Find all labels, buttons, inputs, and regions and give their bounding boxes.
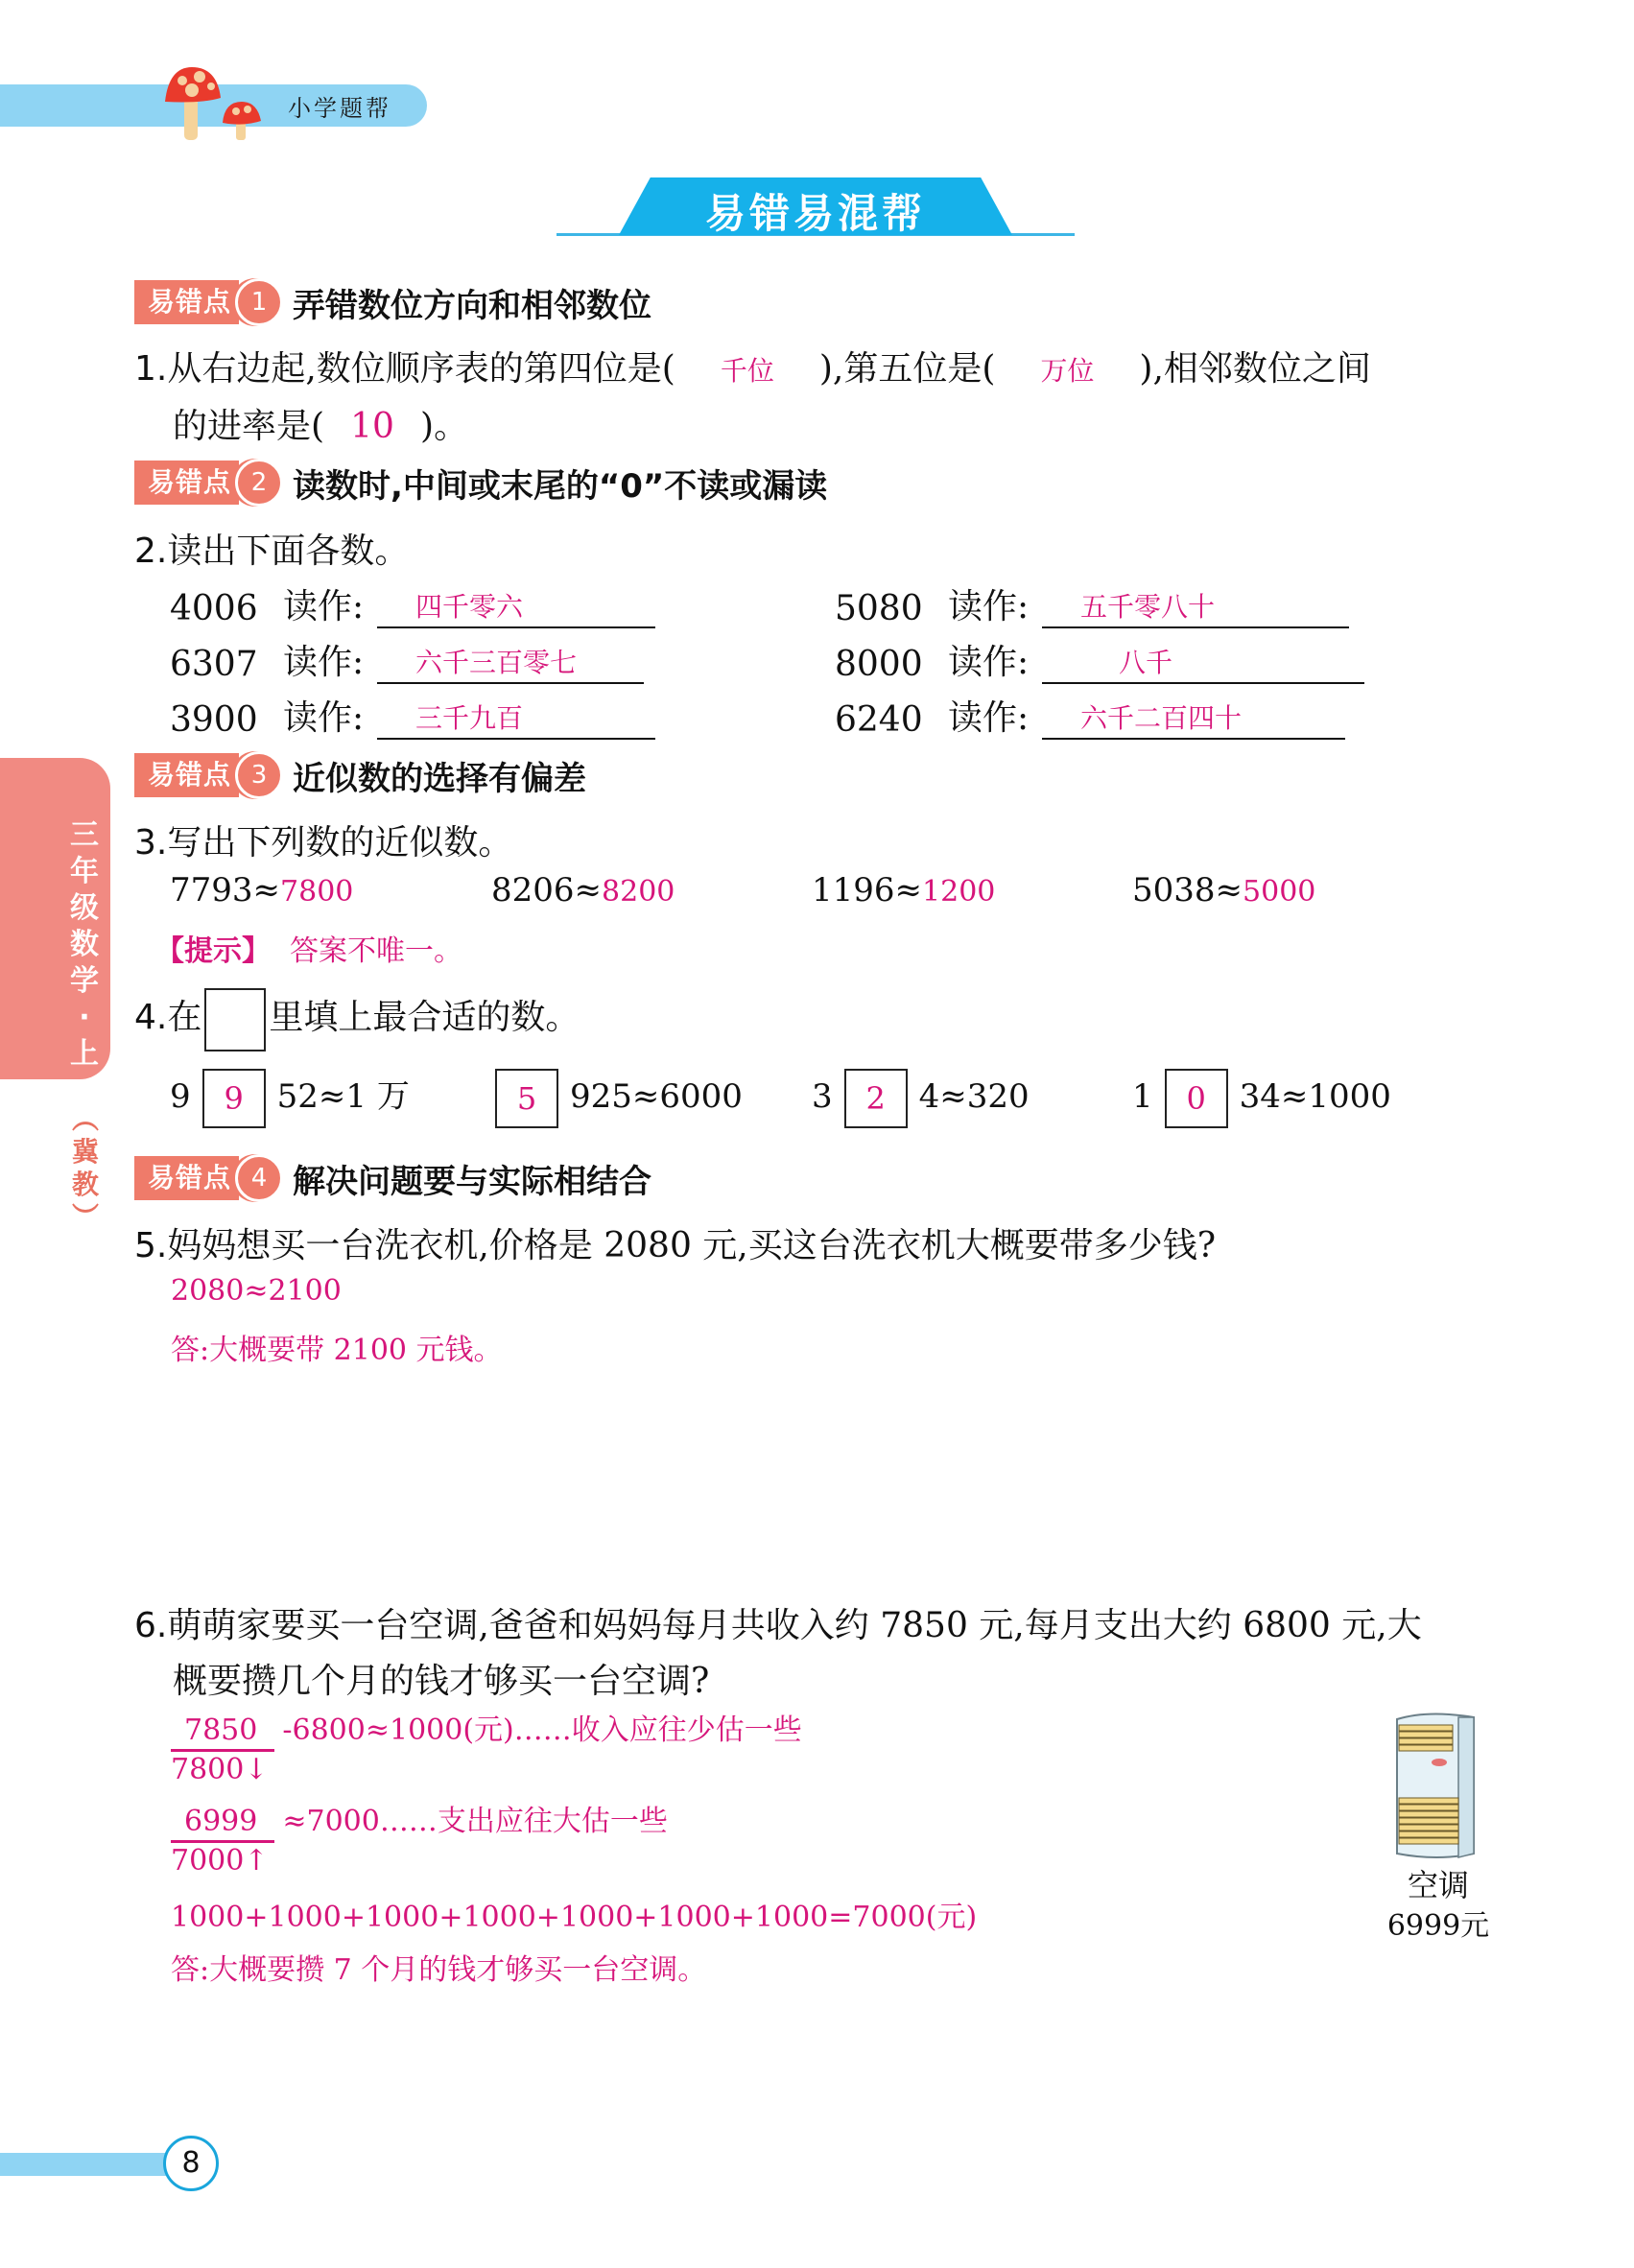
question-1-line-1: 1.从右边起,数位顺序表的第四位是( 千位 ),第五位是( 万位 ),相邻数位之间	[134, 349, 1371, 389]
error-point-2-heading	[134, 461, 827, 505]
error-point-tag: 易错点	[134, 753, 239, 797]
question-1-line-2: 的进率是( 10 )。	[173, 407, 469, 446]
error-point-tag: 易错点	[134, 280, 239, 324]
error-point-title: 近似数的选择有偏差	[293, 759, 587, 798]
question-6-answer: 答:大概要攒 7 个月的钱才够买一台空调。	[171, 1953, 707, 1987]
answer-box[interactable]: 5	[495, 1069, 558, 1128]
air-conditioner-icon	[1389, 1710, 1481, 1863]
fill-item: 3 2 4≈320	[812, 1069, 1030, 1128]
read-item: 3900 读作: 三千九百	[170, 691, 655, 740]
approx-item: 7793≈7800	[170, 871, 354, 910]
error-point-title: 读数时,中间或末尾的“0”不读或漏读	[293, 466, 828, 506]
brand-name: 小学题帮	[288, 95, 391, 122]
read-item: 6307 读作: 六千三百零七	[170, 635, 644, 684]
hint: 【提示】 答案不唯一。	[155, 934, 462, 968]
question-2-prompt: 2.读出下面各数。	[134, 532, 410, 571]
page-number: 8	[163, 2136, 219, 2191]
question-5-prompt: 5.妈妈想买一台洗衣机,价格是 2080 元,买这台洗衣机大概要带多少钱?	[134, 1226, 1217, 1265]
banner-title: 易错易混帮	[704, 190, 926, 237]
footer-bar	[0, 2153, 168, 2176]
edition-label: ︵ 冀 教 ︶	[71, 1103, 99, 1233]
question-6-sum: 1000+1000+1000+1000+1000+1000+1000=7000(元)	[171, 1901, 978, 1934]
error-point-tag: 易错点	[134, 1156, 239, 1200]
mushroom-icon	[163, 59, 278, 146]
error-point-number: 1	[235, 278, 283, 326]
question-5-answer: 答:大概要带 2100 元钱。	[171, 1334, 503, 1367]
question-6-step-2: $\frac{6999}{7000↑}$ ≈7000……支出应往大估一些	[171, 1805, 668, 1878]
read-item: 5080 读作: 五千零八十	[835, 579, 1349, 628]
figure-label: 空调	[1407, 1867, 1469, 1903]
answer-box[interactable]: 0	[1165, 1069, 1228, 1128]
question-6-step-1: $\frac{7850}{7800↓}$ -6800≈1000(元)……收入应往少估一些	[171, 1713, 802, 1786]
error-point-number: 2	[235, 459, 283, 507]
error-point-title: 弄错数位方向和相邻数位	[293, 286, 652, 325]
approx-item: 1196≈1200	[812, 871, 996, 910]
question-6-line-1: 6.萌萌家要买一台空调,爸爸和妈妈每月共收入约 7850 元,每月支出大约 6800 元,大	[134, 1606, 1422, 1645]
read-item: 6240 读作: 六千二百四十	[835, 691, 1345, 740]
approx-item: 5038≈5000	[1132, 871, 1316, 910]
error-point-number: 3	[235, 751, 283, 799]
read-item: 8000 读作: 八千	[835, 635, 1364, 684]
question-3-prompt: 3.写出下列数的近似数。	[134, 823, 513, 862]
error-point-4-heading	[134, 1156, 651, 1200]
grade-label: 三 年 级 数 学 · 上	[70, 818, 99, 1071]
error-point-3-heading	[134, 753, 586, 797]
answer-blank: 10	[350, 407, 394, 446]
error-point-title: 解决问题要与实际相结合	[293, 1162, 652, 1201]
fill-item: 9 9 52≈1 万	[170, 1069, 410, 1128]
answer-box[interactable]: 9	[202, 1069, 266, 1128]
answer-blank: 千位	[720, 355, 774, 387]
figure-price: 6999元	[1386, 1909, 1490, 1943]
sample-box	[204, 988, 266, 1051]
error-point-1-heading	[134, 280, 651, 324]
answer-blank: 万位	[1040, 355, 1095, 387]
question-5-work: 2080≈2100	[171, 1274, 342, 1308]
error-point-number: 4	[235, 1154, 283, 1202]
fill-item: 5 925≈6000	[484, 1069, 743, 1128]
answer-box[interactable]: 2	[844, 1069, 908, 1128]
error-point-tag: 易错点	[134, 461, 239, 505]
read-item: 4006 读作: 四千零六	[170, 579, 655, 628]
fill-item: 1 0 34≈1000	[1132, 1069, 1391, 1128]
question-6-line-2: 概要攒几个月的钱才够买一台空调?	[173, 1662, 710, 1701]
question-4-prompt: 4.在 里填上最合适的数。	[134, 988, 580, 1051]
approx-item: 8206≈8200	[491, 871, 675, 910]
